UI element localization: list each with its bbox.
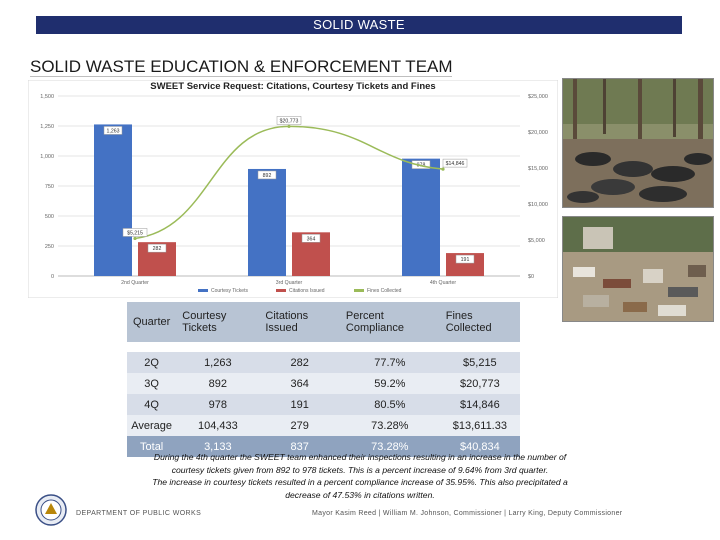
summary-line: courtesy tickets given from 892 to 978 tickets. This is a percent increase of 9.64% from 3rd quarter. bbox=[171, 464, 549, 475]
bar-data-label: 978 bbox=[416, 162, 426, 169]
photo2-svg bbox=[563, 217, 713, 321]
bar-data-label: 1,263 bbox=[106, 128, 120, 135]
table-cell: 80.5% bbox=[340, 394, 440, 415]
footer-officials: Mayor Kasim Reed | William M. Johnson, Commissioner | Larry King, Deputy Commissioner bbox=[312, 510, 623, 517]
bar-data-label: 191 bbox=[460, 257, 470, 264]
header-quarter: Quarter bbox=[127, 302, 176, 342]
legend-swatch bbox=[276, 289, 286, 292]
table-cell: 77.7% bbox=[340, 352, 440, 373]
chart-title: SWEET Service Request: Citations, Courtesy Tickets and Fines bbox=[150, 81, 436, 92]
header-fines-collected: Fines Collected bbox=[440, 302, 520, 342]
footer-department: DEPARTMENT OF PUBLIC WORKS bbox=[76, 510, 202, 517]
right-tick-label: $5,000 bbox=[528, 238, 545, 244]
photo1-svg bbox=[563, 79, 713, 207]
table-spacer bbox=[127, 342, 520, 352]
sweet-chart bbox=[28, 80, 558, 298]
fines-point bbox=[287, 125, 290, 128]
fines-point bbox=[441, 168, 444, 171]
summary-line: decrease of 47.53% in citations written. bbox=[285, 489, 435, 500]
left-tick-label: 1,500 bbox=[40, 94, 54, 100]
header-citations-issued: Citations Issued bbox=[259, 302, 340, 342]
summary-line: The increase in courtesy tickets resulted in a percent compliance increase of 35.95%. This also precipitated a bbox=[152, 477, 568, 488]
table-cell: 837 bbox=[259, 436, 340, 457]
table-cell: 978 bbox=[176, 394, 259, 415]
left-tick-label: 500 bbox=[44, 214, 54, 220]
category-label: 4th Quarter bbox=[429, 280, 457, 286]
table-row bbox=[127, 352, 520, 373]
legend-swatch bbox=[354, 289, 364, 292]
table-cell: 191 bbox=[259, 394, 340, 415]
bar-data-label: 892 bbox=[262, 172, 272, 179]
table-cell: 59.2% bbox=[340, 373, 440, 394]
fines-data-label: $14,846 bbox=[445, 161, 465, 168]
table-cell: $40,834 bbox=[440, 436, 520, 457]
table-cell: 364 bbox=[259, 373, 340, 394]
dumped-tires-photo bbox=[562, 78, 714, 208]
header-percent-compliance: Percent Compliance bbox=[340, 302, 440, 342]
table-cell: 104,433 bbox=[176, 415, 259, 436]
chart-svg bbox=[28, 80, 558, 298]
legend-swatch bbox=[198, 289, 208, 292]
dumped-debris-photo bbox=[562, 216, 714, 322]
table-cell: 1,263 bbox=[176, 352, 259, 373]
table-cell: $20,773 bbox=[440, 373, 520, 394]
fines-point bbox=[133, 237, 136, 240]
table-cell: $14,846 bbox=[440, 394, 520, 415]
right-tick-label: $10,000 bbox=[528, 202, 548, 208]
title-banner bbox=[36, 16, 682, 34]
table-row bbox=[127, 373, 520, 394]
table-cell: 73.28% bbox=[340, 436, 440, 457]
left-tick-label: 1,000 bbox=[40, 154, 54, 160]
table-cell: 2Q bbox=[127, 352, 176, 373]
legend-label: Fines Collected bbox=[367, 288, 402, 294]
left-tick-label: 1,250 bbox=[40, 124, 54, 130]
bar-courtesy-tickets bbox=[94, 124, 132, 276]
header-courtesy-tickets: Courtesy Tickets bbox=[176, 302, 259, 342]
heading-divider bbox=[30, 76, 452, 77]
table-cell: 73.28% bbox=[340, 415, 440, 436]
legend-label: Citations Issued bbox=[289, 288, 325, 294]
seal-svg bbox=[35, 494, 67, 526]
right-tick-label: $0 bbox=[528, 274, 535, 280]
category-label: 2nd Quarter bbox=[121, 280, 149, 286]
right-tick-label: $20,000 bbox=[528, 130, 548, 136]
table-cell: Average bbox=[127, 415, 176, 436]
right-tick-label: $25,000 bbox=[528, 94, 548, 100]
bar-courtesy-tickets bbox=[402, 159, 440, 276]
table-cell: 4Q bbox=[127, 394, 176, 415]
fines-data-label: $20,773 bbox=[279, 118, 299, 125]
summary-line: During the 4th quarter the SWEET team enhanced their inspections resulting in an increase in the number of bbox=[153, 452, 567, 462]
table-cell: 279 bbox=[259, 415, 340, 436]
table-cell: $5,215 bbox=[440, 352, 520, 373]
table-cell: 3,133 bbox=[176, 436, 259, 457]
table-cell: Total bbox=[127, 436, 176, 457]
left-tick-label: 0 bbox=[50, 274, 54, 280]
left-tick-label: 750 bbox=[44, 184, 54, 190]
fines-data-label: $5,215 bbox=[127, 230, 143, 237]
table-cell: 3Q bbox=[127, 373, 176, 394]
page-heading: SOLID WASTE EDUCATION & ENFORCEMENT TEAM bbox=[30, 57, 453, 76]
table-row bbox=[127, 394, 520, 415]
stats-table bbox=[127, 302, 520, 457]
banner-title: SOLID WASTE bbox=[313, 17, 405, 32]
city-seal-icon bbox=[35, 494, 67, 526]
legend-label: Courtesy Tickets bbox=[211, 288, 248, 294]
summary-text bbox=[70, 451, 650, 501]
bar-courtesy-tickets bbox=[248, 169, 286, 276]
table-cell: $13,611.33 bbox=[440, 415, 520, 436]
left-tick-label: 250 bbox=[44, 244, 54, 250]
table-cell: 282 bbox=[259, 352, 340, 373]
bar-data-label: 282 bbox=[152, 246, 162, 253]
table-header-row bbox=[127, 302, 520, 342]
table-cell: 892 bbox=[176, 373, 259, 394]
bar-data-label: 364 bbox=[306, 236, 316, 243]
table-row bbox=[127, 415, 520, 436]
right-tick-label: $15,000 bbox=[528, 166, 548, 172]
category-label: 3rd Quarter bbox=[275, 280, 303, 286]
